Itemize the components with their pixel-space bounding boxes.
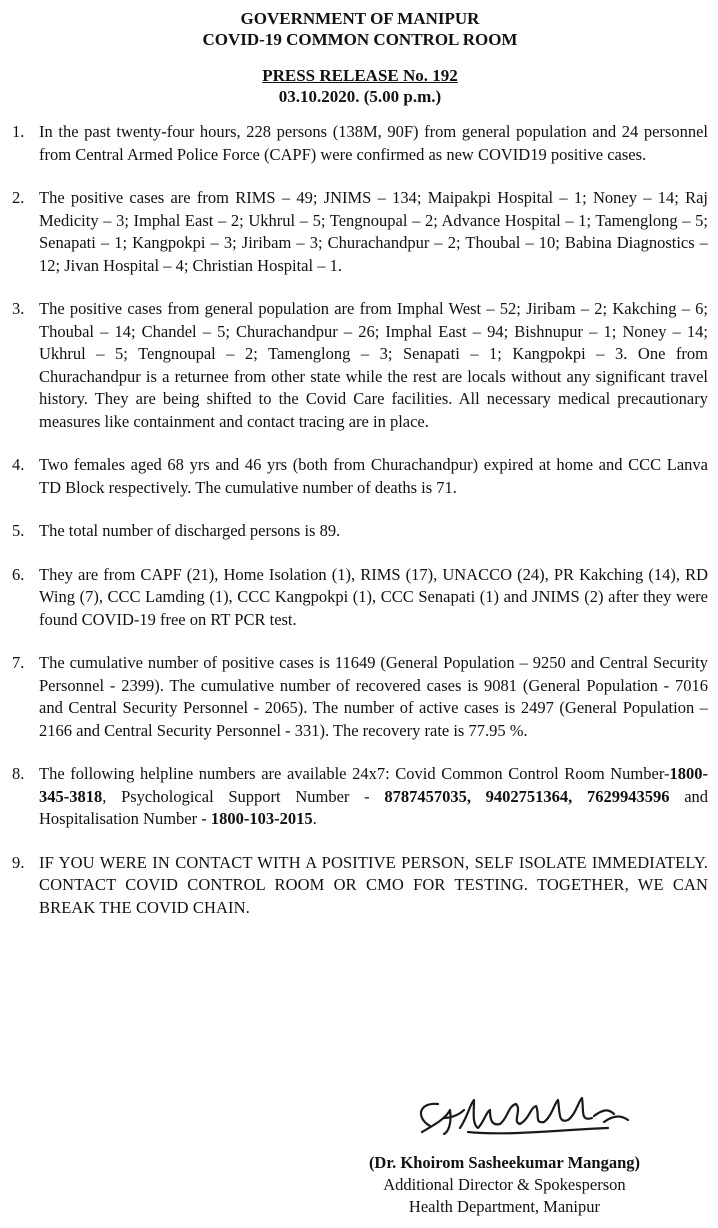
- header-control-room: COVID-19 COMMON CONTROL ROOM: [202, 30, 518, 49]
- item-number: 8.: [12, 764, 25, 783]
- item-number: 7.: [12, 653, 25, 672]
- release-item: [12, 454, 708, 499]
- header-government: GOVERNMENT OF MANIPUR: [240, 9, 480, 28]
- item-text-segment: They are from CAPF (21), Home Isolation (1), RIMS (17), UNACCO (24), PR Kakching (14), RD Wing (7), CCC Lamding (1), CCC Kangpokpi (1), CCC Senapati (1) and JNIMS (2) after they were found COVID-19 free on RT PCR test.: [39, 564, 708, 629]
- item-text: [39, 564, 708, 632]
- signatory-name: (Dr. Khoirom Sasheekumar Mangang): [368, 1153, 640, 1172]
- item-text: [39, 187, 708, 277]
- release-item: [12, 763, 708, 831]
- item-number: 1.: [12, 122, 25, 141]
- release-item: [12, 298, 708, 433]
- item-text: [39, 121, 708, 166]
- release-item: [12, 121, 708, 166]
- release-item: [12, 564, 708, 632]
- item-text: [39, 852, 708, 920]
- item-number: 4.: [12, 455, 25, 474]
- item-text: [39, 763, 708, 831]
- release-item: [12, 852, 708, 920]
- release-item: [12, 187, 708, 277]
- helpline-number: 8787457035, 9402751364, 7629943596: [384, 786, 670, 806]
- item-text-segment: .: [312, 809, 317, 828]
- item-number: 5.: [12, 521, 25, 540]
- item-text-segment: and Hospitalisation Number -: [39, 786, 709, 828]
- release-item: [12, 652, 708, 742]
- signature-block: [369, 1152, 640, 1218]
- item-text-segment: The following helpline numbers are available 24x7: Covid Common Control Room Number-: [39, 764, 670, 783]
- release-items-list: [12, 121, 708, 919]
- item-text-segment: , Psychological Support Number -: [102, 786, 385, 806]
- item-text-segment: The positive cases are from RIMS – 49; JNIMS – 134; Maipakpi Hospital – 1; Noney – 14; Raj Medicity – 3; Imphal East – 2; Ukhrul – 5; Tengnoupal – 2; Advance Hospital – 1; Tamenglong – 5; Senapati – 1; Kangpokpi – 3; Jiribam – 3; Churachandpur – 2; Thoubal – 10; Babina Diagnostics – 12; Jivan Hospital – 4; Christian Hospital – 1.: [39, 188, 708, 275]
- item-text-segment: In the past twenty-four hours, 228 persons (138M, 90F) from general population and 24 personnel from Central Armed Police Force (CAPF) were confirmed as new COVID19 positive cases.: [39, 122, 708, 164]
- signatory-designation: Additional Director & Spokesperson: [383, 1175, 626, 1194]
- item-number: 6.: [12, 564, 25, 584]
- signature-icon: [408, 1088, 648, 1148]
- item-text: [39, 454, 708, 499]
- helpline-number: 1800-345-3818: [39, 764, 708, 806]
- item-text: [39, 298, 708, 433]
- item-text: [39, 520, 708, 543]
- item-text-segment: IF YOU WERE IN CONTACT WITH A POSITIVE PERSON, SELF ISOLATE IMMEDIATELY. CONTACT COVID CONTROL ROOM OR CMO FOR TESTING. TOGETHER, WE CAN BREAK THE COVID CHAIN.: [39, 852, 708, 917]
- item-text-segment: Two females aged 68 yrs and 46 yrs (both from Churachandpur) expired at home and CCC Lanva TD Block respectively. The cumulative number of deaths is 71.: [39, 455, 708, 497]
- item-text-segment: The positive cases from general population are from Imphal West – 52; Jiribam – 2; Kakching – 6; Thoubal – 14; Chandel – 5; Churachandpur – 26; Imphal East – 94; Bishnupur – 1; Noney – 14; Ukhrul – 5; Tengnoupal – 2; Tamenglong – 3; Senapati – 1; Kangpokpi – 3. One from Churachandpur is a returnee from other state while the rest are locals without any significant travel history. They are being shifted to the Covid Care facilities. All necessary medical precautionary measures like containment and contact tracing are in place.: [39, 299, 708, 431]
- item-text-segment: The total number of discharged persons is 89.: [39, 521, 341, 540]
- press-release-title: [12, 65, 708, 86]
- item-number: 3.: [12, 299, 25, 318]
- helpline-number: 1800-103-2015: [210, 809, 313, 828]
- item-text: [39, 652, 708, 742]
- item-number: 2.: [12, 188, 25, 207]
- signatory-department: Health Department, Manipur: [408, 1197, 600, 1216]
- press-release-number: PRESS RELEASE No. 192: [262, 66, 458, 85]
- item-number: 9.: [12, 852, 25, 872]
- release-item: [12, 520, 708, 543]
- release-datetime: 03.10.2020. (5.00 p.m.): [278, 87, 442, 106]
- item-text-segment: The cumulative number of positive cases is 11649 (General Population – 9250 and Central Security Personnel - 2399). The cumulative number of recovered cases is 9081 (General Population - 7016 and Central Security Personnel - 2065). The number of active cases is 2497 (General Population – 2166 and Central Security Personnel - 331). The recovery rate is 77.95 %.: [39, 653, 708, 740]
